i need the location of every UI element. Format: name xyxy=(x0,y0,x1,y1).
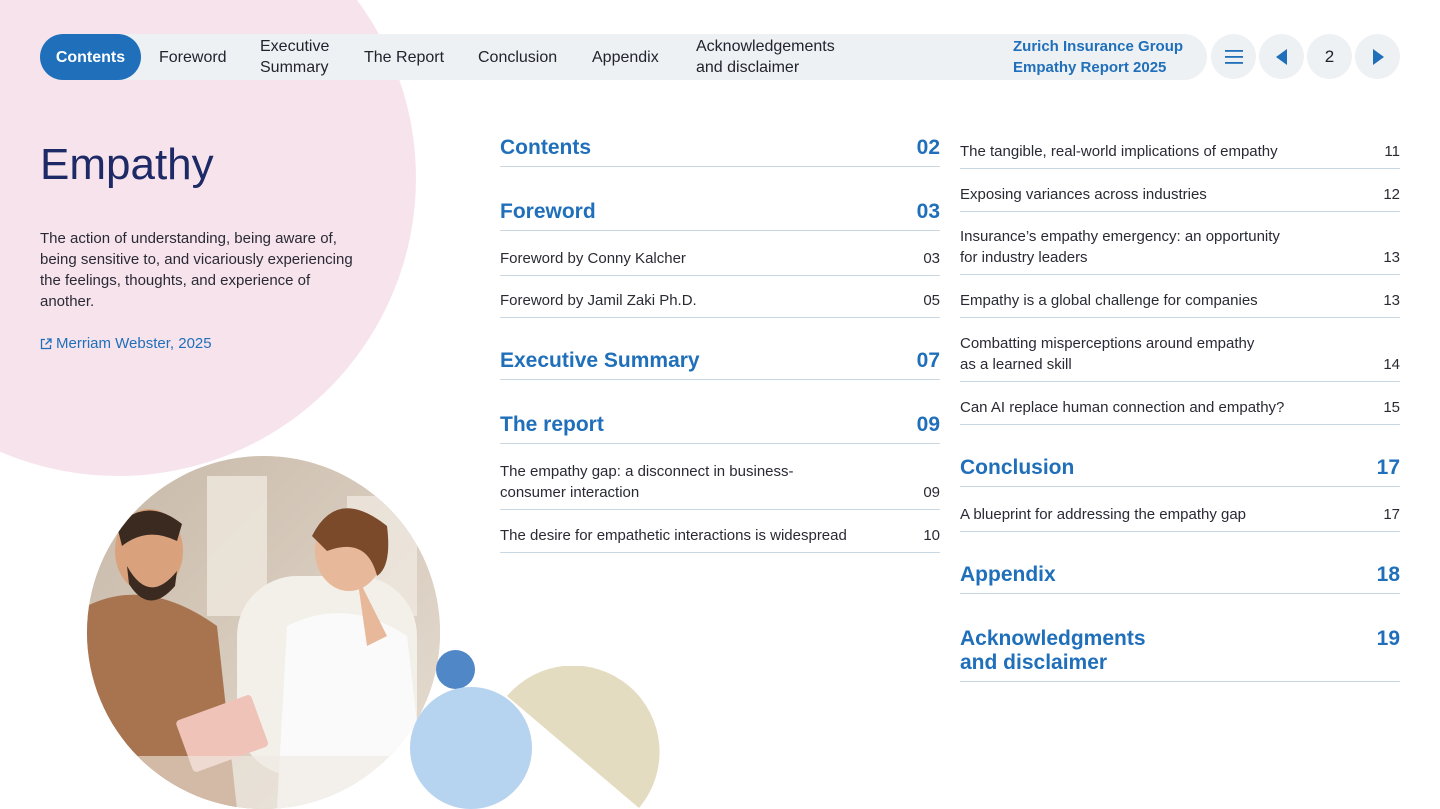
nav-tab-appendix[interactable]: Appendix xyxy=(592,48,659,66)
nav-tab-acknowledgements[interactable]: Acknowledgements and disclaimer xyxy=(696,38,835,76)
nav-tab-the-report[interactable]: The Report xyxy=(364,48,445,66)
toc-entry-page: 03 xyxy=(916,200,940,223)
next-page-button[interactable] xyxy=(1355,34,1400,79)
toc-entry-page: 13 xyxy=(1383,249,1400,266)
top-navigation xyxy=(40,34,1207,80)
toc-entry-label: Exposing variances across industries xyxy=(960,186,1207,203)
triangle-left-icon xyxy=(1276,49,1288,65)
brand-report-title: Empathy Report 2025 xyxy=(1013,59,1167,76)
toc-entry-label: The tangible, real-world implications of empathy xyxy=(960,143,1278,160)
page-number-indicator xyxy=(1307,34,1352,79)
toc-entry-label: A blueprint for addressing the empathy gap xyxy=(960,506,1247,523)
toc-entry-page: 13 xyxy=(1383,292,1400,309)
toc-entry-page: 17 xyxy=(1376,456,1400,479)
toc-entry-real-world-implications[interactable] xyxy=(960,141,1400,169)
toc-entry-global-challenge[interactable] xyxy=(960,290,1400,318)
nav-tab-foreword[interactable]: Foreword xyxy=(159,48,227,66)
toc-entry-page: 17 xyxy=(1383,506,1400,523)
toc-entry-label: Combatting misperceptions around empathy as a learned skill xyxy=(960,335,1255,373)
toc-entry-label: Acknowledgments and disclaimer xyxy=(960,627,1146,674)
toc-entry-misperceptions[interactable] xyxy=(960,333,1400,382)
toc-entry-label: Executive Summary xyxy=(500,349,700,372)
report-brand xyxy=(1013,36,1183,78)
toc-entry-label: Empathy is a global challenge for companies xyxy=(960,292,1258,309)
toc-entry-page: 15 xyxy=(1383,399,1400,416)
nav-tab-executive-summary[interactable]: Executive Summary xyxy=(260,38,330,76)
toc-entry-ai-replace[interactable] xyxy=(960,397,1400,425)
toc-entry-acknowledgments[interactable] xyxy=(960,627,1400,682)
toc-entry-contents[interactable] xyxy=(500,136,940,167)
toc-entry-page: 19 xyxy=(1376,627,1400,650)
toc-entry-label: Appendix xyxy=(960,563,1056,586)
toc-entry-appendix[interactable] xyxy=(960,563,1400,594)
toc-entry-label: Can AI replace human connection and empathy? xyxy=(960,399,1285,416)
toc-entry-page: 05 xyxy=(923,292,940,309)
photo-illustration xyxy=(87,456,440,809)
hamburger-icon xyxy=(1225,50,1243,64)
toc-entry-label: Foreword by Conny Kalcher xyxy=(500,250,686,267)
toc-entry-foreword-zaki[interactable] xyxy=(500,290,940,318)
toc-entry-page: 18 xyxy=(1376,563,1400,586)
toc-entry-foreword[interactable] xyxy=(500,200,940,231)
toc-entry-industry-variances[interactable] xyxy=(960,184,1400,212)
toc-entry-label: Foreword by Jamil Zaki Ph.D. xyxy=(500,292,697,309)
empathy-definition: The action of understanding, being aware of, being sensitive to, and vicariously experiencing the feelings, thoughts, and experience of another. xyxy=(40,230,353,310)
external-link-icon xyxy=(40,338,52,350)
toc-entry-executive-summary[interactable] xyxy=(500,349,940,380)
sand-half-circle xyxy=(497,666,667,809)
toc-entry-blueprint[interactable] xyxy=(960,504,1400,532)
toc-entry-page: 10 xyxy=(923,527,940,544)
small-blue-dot xyxy=(436,650,475,689)
toc-entry-label: The desire for empathetic interactions is widespread xyxy=(500,527,847,544)
toc-entry-label: Insurance’s empathy emergency: an opportunity for industry leaders xyxy=(960,228,1280,266)
toc-entry-label: The empathy gap: a disconnect in business- consumer interaction xyxy=(500,463,794,501)
toc-entry-page: 14 xyxy=(1383,356,1400,373)
source-label: Merriam Webster, 2025 xyxy=(56,335,212,352)
toc-entry-label: Foreword xyxy=(500,200,596,223)
toc-entry-conclusion[interactable] xyxy=(960,456,1400,487)
toc-entry-page: 02 xyxy=(916,136,940,159)
toc-entry-insurance-emergency[interactable] xyxy=(960,226,1400,275)
triangle-right-icon xyxy=(1372,49,1384,65)
nav-tab-contents[interactable]: Contents xyxy=(40,34,141,80)
toc-entry-foreword-kalcher[interactable] xyxy=(500,248,940,276)
nav-tab-conclusion[interactable]: Conclusion xyxy=(478,48,558,66)
consultation-photo xyxy=(87,456,440,809)
toc-entry-label: The report xyxy=(500,413,604,436)
toc-entry-page: 09 xyxy=(916,413,940,436)
toc-entry-page: 07 xyxy=(916,349,940,372)
toc-entry-page: 03 xyxy=(923,250,940,267)
previous-page-button[interactable] xyxy=(1259,34,1304,79)
brand-company: Zurich Insurance Group xyxy=(1013,38,1184,55)
toc-entry-empathy-gap[interactable] xyxy=(500,461,940,510)
page-number: 2 xyxy=(1324,46,1335,66)
page-title: Empathy xyxy=(40,140,214,189)
toc-entry-desire-empathetic[interactable] xyxy=(500,525,940,553)
toc-entry-label: Conclusion xyxy=(960,456,1075,479)
toc-entry-page: 12 xyxy=(1383,186,1400,203)
toc-entry-the-report[interactable] xyxy=(500,413,940,444)
toc-entry-label: Contents xyxy=(500,136,591,159)
menu-button[interactable] xyxy=(1211,34,1256,79)
definition-source-link[interactable] xyxy=(40,335,212,352)
toc-entry-page: 09 xyxy=(923,484,940,501)
toc-entry-page: 11 xyxy=(1384,143,1400,160)
